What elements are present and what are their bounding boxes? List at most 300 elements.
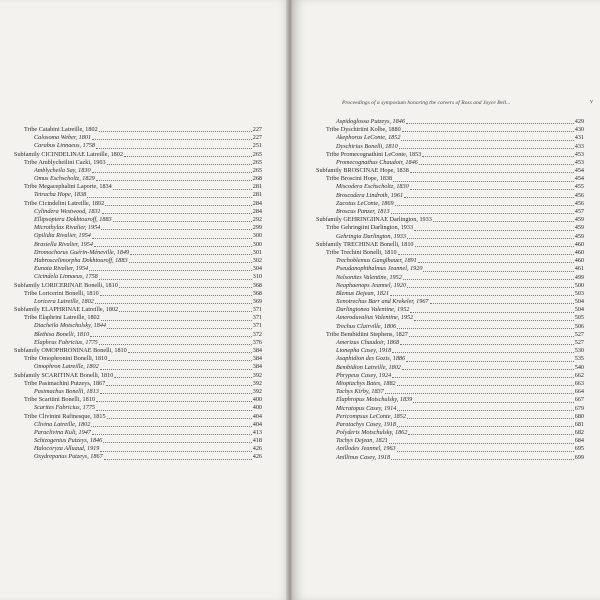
toc-entry bbox=[14, 347, 262, 355]
toc-entry-title: Mioptachys Bates, 1882 bbox=[336, 379, 396, 387]
toc-entry-title: Elaphropus Motschulsky, 1839 bbox=[336, 396, 413, 404]
toc-entry-page: 504 bbox=[574, 298, 584, 306]
toc-entry-page: 431 bbox=[574, 134, 584, 142]
toc-entry-page: 540 bbox=[574, 363, 584, 371]
toc-entry-page: 461 bbox=[574, 265, 584, 273]
toc-entry-title: Brasiella Rivalier, 1954 bbox=[34, 240, 93, 248]
toc-entry-title: Loricera Latreille, 1802 bbox=[34, 297, 94, 305]
toc-entry-title: Tribe Clivinini Rafinesque, 1815 bbox=[24, 412, 106, 420]
toc-entry-title: Pasimachus Bonelli, 1813 bbox=[34, 387, 99, 395]
toc-entry bbox=[316, 388, 584, 396]
toc-entry-title: Opilidia Rivalier, 1954 bbox=[34, 232, 91, 240]
dot-leader bbox=[105, 205, 252, 206]
toc-entry-title: Subfamily TRECHINAE Bonelli, 1810 bbox=[316, 240, 414, 248]
toc-entry-page: 300 bbox=[252, 240, 262, 248]
toc-entry bbox=[316, 315, 584, 323]
toc-entry-page: 459 bbox=[574, 224, 584, 232]
dot-leader bbox=[95, 303, 252, 304]
toc-entry bbox=[316, 347, 584, 355]
toc-entry-title: Dyschirius Bonelli, 1810 bbox=[336, 142, 398, 150]
toc-entry-title: Pseudanophthalmus Jeannel, 1920 bbox=[336, 265, 423, 273]
toc-entry-page: 459 bbox=[574, 232, 584, 240]
toc-entry bbox=[14, 175, 262, 183]
dot-leader bbox=[96, 148, 252, 149]
toc-entry-title: Tribe Pasimachini Putzeys, 1867 bbox=[24, 379, 106, 387]
dot-leader bbox=[96, 401, 252, 402]
toc-entry bbox=[14, 282, 262, 290]
toc-entry bbox=[316, 331, 584, 339]
toc-entry-page: 459 bbox=[574, 216, 584, 224]
toc-entry bbox=[14, 232, 262, 240]
toc-entry bbox=[14, 142, 262, 150]
toc-entry bbox=[14, 331, 262, 339]
toc-entry-title: Tribe Loricerini Bonelli, 1810 bbox=[24, 289, 99, 297]
toc-entry-title: Miscodera Eschscholtz, 1830 bbox=[336, 183, 409, 191]
toc-entry-page: 304 bbox=[252, 265, 262, 273]
toc-entry-title: Xenotrechus Barr and Krekeler, 1967 bbox=[336, 298, 429, 306]
toc-entry-page: 404 bbox=[252, 412, 262, 420]
toc-entry-title: Bembidion Latreille, 1802 bbox=[336, 363, 401, 371]
toc-entry-page: 460 bbox=[574, 248, 584, 256]
dot-leader bbox=[407, 238, 574, 239]
dot-leader bbox=[397, 426, 574, 427]
toc-entry-page: 368 bbox=[252, 281, 262, 289]
dot-leader bbox=[401, 140, 573, 141]
dot-leader bbox=[402, 369, 574, 370]
dot-leader bbox=[406, 123, 574, 124]
dot-leader bbox=[100, 393, 252, 394]
toc-entry-page: 679 bbox=[574, 404, 584, 412]
dot-leader bbox=[124, 156, 252, 157]
toc-entry-page: 281 bbox=[252, 183, 262, 191]
toc-entry-page: 281 bbox=[252, 191, 262, 199]
toc-entry-title: Omus Eschscholtz, 1829 bbox=[34, 175, 95, 183]
left-page bbox=[0, 0, 288, 600]
toc-entry bbox=[14, 298, 262, 306]
toc-entry-title: Lionepha Casey, 1918 bbox=[336, 347, 392, 355]
dot-leader bbox=[119, 311, 252, 312]
toc-entry bbox=[316, 143, 584, 151]
toc-entry-title: Subfamily OMOPHRONINAE Bonelli, 1810 bbox=[14, 347, 127, 355]
toc-entry-title: Clivina Latreille, 1802 bbox=[34, 420, 91, 428]
toc-entry bbox=[316, 429, 584, 437]
toc-entry bbox=[14, 126, 262, 134]
toc-entry-title: Amerizus Chaudoir, 1868 bbox=[336, 339, 400, 347]
toc-entry-title: Microthylax Rivalier, 1954 bbox=[34, 224, 101, 232]
toc-entry bbox=[316, 241, 584, 249]
dot-leader bbox=[91, 426, 251, 427]
toc-entry bbox=[316, 208, 584, 216]
dot-leader bbox=[92, 434, 252, 435]
toc-entry-page: 527 bbox=[574, 330, 584, 338]
toc-entry-page: 302 bbox=[252, 256, 262, 264]
toc-entry-page: 433 bbox=[574, 142, 584, 150]
dot-leader bbox=[99, 279, 252, 280]
dot-leader bbox=[89, 270, 252, 271]
toc-entry-page: 371 bbox=[252, 314, 262, 322]
toc-entry-title: Anillodes Jeannel, 1963 bbox=[336, 445, 396, 453]
toc-entry-title: Ellipsoptera Dokhtouroff, 1883 bbox=[34, 216, 112, 224]
toc-entry bbox=[316, 306, 584, 314]
toc-entry bbox=[14, 159, 262, 167]
toc-entry-page: 454 bbox=[574, 167, 584, 175]
toc-entry-title: Zacotus LeConte, 1869 bbox=[336, 199, 394, 207]
toc-entry bbox=[316, 446, 584, 454]
toc-entry bbox=[316, 118, 584, 126]
toc-entry-page: 506 bbox=[574, 322, 584, 330]
toc-entry bbox=[316, 184, 584, 192]
dot-leader bbox=[391, 459, 574, 460]
dot-leader bbox=[418, 262, 574, 263]
toc-entry-title: Broscodera Lindroth, 1961 bbox=[336, 191, 404, 199]
toc-entry-page: 400 bbox=[252, 396, 262, 404]
toc-entry-title: Tachys Kirby, 1837 bbox=[336, 388, 384, 396]
toc-entry-page: 460 bbox=[574, 257, 584, 265]
toc-entry bbox=[316, 405, 584, 413]
toc-entry-page: 426 bbox=[252, 445, 262, 453]
toc-entry-title: Tribe Amblycheilini Cazki, 1903 bbox=[24, 158, 106, 166]
toc-entry bbox=[14, 445, 262, 453]
toc-entry-title: Tribe Omophronini Bonelli, 1810 bbox=[24, 355, 108, 363]
toc-entry bbox=[14, 323, 262, 331]
toc-entry-title: Tribe Scaritini Bonelli, 1810 bbox=[24, 396, 95, 404]
toc-entry-title: Elaphrus Fabricius, 1775 bbox=[34, 338, 98, 346]
dot-leader bbox=[415, 246, 574, 247]
toc-entry bbox=[14, 265, 262, 273]
dot-leader bbox=[107, 418, 252, 419]
toc-entry bbox=[316, 167, 584, 175]
dot-leader bbox=[409, 336, 574, 337]
toc-entry bbox=[316, 224, 584, 232]
toc-entry-page: 682 bbox=[574, 429, 584, 437]
toc-entry-title: Pericompsus LeConte, 1852 bbox=[336, 412, 406, 420]
toc-entry bbox=[14, 421, 262, 429]
toc-entry bbox=[316, 372, 584, 380]
dot-leader bbox=[114, 377, 251, 378]
toc-entry bbox=[14, 290, 262, 298]
toc-entry-page: 372 bbox=[252, 330, 262, 338]
dot-leader bbox=[100, 451, 251, 452]
toc-entry bbox=[14, 151, 262, 159]
toc-entry-page: 530 bbox=[574, 347, 584, 355]
toc-entry-title: Tribe Bembidiini Stephens, 1827 bbox=[326, 330, 408, 338]
dot-leader bbox=[103, 442, 251, 443]
toc-entry bbox=[14, 339, 262, 347]
dot-leader bbox=[413, 402, 573, 403]
toc-entry bbox=[316, 151, 584, 159]
toc-entry bbox=[14, 363, 262, 371]
dot-leader bbox=[410, 189, 574, 190]
toc-entry-page: 664 bbox=[574, 388, 584, 396]
toc-entry bbox=[316, 298, 584, 306]
toc-entry-page: 535 bbox=[574, 355, 584, 363]
toc-entry-title: Scarites Fabricius, 1775 bbox=[34, 404, 96, 412]
dot-leader bbox=[99, 344, 252, 345]
toc-entry-page: 453 bbox=[574, 150, 584, 158]
toc-entry-title: Tribe Trechini Bonelli, 1810 bbox=[326, 248, 397, 256]
toc-entry-title: Tetracha Hope, 1838 bbox=[34, 191, 87, 199]
dot-leader bbox=[92, 139, 252, 140]
toc-entry-title: Broscus Panzer, 1813 bbox=[336, 208, 390, 216]
toc-entry bbox=[14, 306, 262, 314]
toc-entry-page: 392 bbox=[252, 379, 262, 387]
toc-entry-title: Darlingtonea Valentine, 1952 bbox=[336, 306, 410, 314]
dot-leader bbox=[397, 328, 574, 329]
toc-entry-page: 384 bbox=[252, 355, 262, 363]
toc-entry bbox=[316, 290, 584, 298]
toc-entry-page: 505 bbox=[574, 314, 584, 322]
toc-entry-title: Tachys Dejean, 1821 bbox=[336, 437, 388, 445]
toc-entry-title: Tribe Cicindelini Latreille, 1802 bbox=[24, 199, 105, 207]
toc-entry-title: Subfamily LORICERINAE Bonelli, 1810 bbox=[14, 281, 118, 289]
dot-leader bbox=[395, 205, 574, 206]
toc-entry-page: 667 bbox=[574, 396, 584, 404]
dot-leader bbox=[390, 295, 574, 296]
dot-leader bbox=[402, 131, 574, 132]
dot-leader bbox=[404, 197, 574, 198]
toc-entry bbox=[316, 159, 584, 167]
toc-entry-title: Trechoblemus Ganglbauer, 1891 bbox=[336, 257, 417, 265]
page-number: v bbox=[590, 99, 593, 105]
toc-entry-title: Micratopus Casey, 1914 bbox=[336, 404, 397, 412]
toc-entry bbox=[14, 273, 262, 281]
dot-leader bbox=[391, 213, 574, 214]
toc-entry-page: 681 bbox=[574, 420, 584, 428]
toc-entry bbox=[14, 241, 262, 249]
toc-entry bbox=[316, 265, 584, 273]
dot-leader bbox=[400, 344, 574, 345]
toc-entry bbox=[316, 200, 584, 208]
toc-entry-page: 695 bbox=[574, 445, 584, 453]
toc-entry-page: 460 bbox=[574, 240, 584, 248]
dot-leader bbox=[113, 221, 252, 222]
dot-leader bbox=[385, 393, 574, 394]
toc-entry bbox=[316, 339, 584, 347]
toc-entry-title: Akephorus LeConte, 1852 bbox=[336, 134, 401, 142]
toc-entry-title: Polyderis Motschulsky, 1862 bbox=[336, 429, 408, 437]
dot-leader bbox=[130, 254, 252, 255]
toc-entry-title: Subfamily CICINDELINAE Latreille, 1802 bbox=[14, 150, 123, 158]
dot-leader bbox=[102, 213, 252, 214]
toc-entry bbox=[14, 396, 262, 404]
toc-entry-page: 699 bbox=[574, 453, 584, 461]
toc-entry-page: 430 bbox=[574, 126, 584, 134]
toc-entry-title: Schizogenius Putzeys, 1846 bbox=[34, 437, 103, 445]
dot-leader bbox=[393, 181, 574, 182]
dot-leader bbox=[433, 221, 574, 222]
dot-leader bbox=[422, 156, 573, 157]
toc-entry-title: Asaphidion des Gozis, 1886 bbox=[336, 355, 406, 363]
toc-entry-page: 400 bbox=[252, 404, 262, 412]
toc-entry-title: Tribe Elaphrini Latreille, 1802 bbox=[24, 314, 100, 322]
toc-entry-title: Nelsonites Valentine, 1952 bbox=[336, 273, 402, 281]
toc-entry bbox=[316, 413, 584, 421]
toc-entry bbox=[14, 216, 262, 224]
running-header: Proceedings of a symposium honoring the careers of Ross and Joyce Bell... bbox=[342, 100, 511, 106]
dot-leader bbox=[410, 312, 573, 313]
toc-entry-title: Diacheila Motschulsky, 1844 bbox=[34, 322, 107, 330]
toc-entry-page: 456 bbox=[574, 199, 584, 207]
toc-entry-page: 301 bbox=[252, 248, 262, 256]
dot-leader bbox=[423, 271, 573, 272]
dot-leader bbox=[119, 287, 252, 288]
toc-entry-page: 392 bbox=[252, 387, 262, 395]
toc-entry-page: 369 bbox=[252, 297, 262, 305]
toc-entry-page: 499 bbox=[574, 273, 584, 281]
toc-entry bbox=[14, 413, 262, 421]
toc-entry-title: Trechus Clairville, 1806 bbox=[336, 322, 397, 330]
toc-entry bbox=[316, 233, 584, 241]
toc-entry-title: Promecognathus Chaudoir, 1846 bbox=[336, 158, 418, 166]
toc-entry-page: 684 bbox=[574, 437, 584, 445]
toc-entry-page: 292 bbox=[252, 216, 262, 224]
dot-leader bbox=[100, 369, 252, 370]
toc-entry bbox=[14, 167, 262, 175]
toc-entry bbox=[316, 364, 584, 372]
toc-entry-title: Tribe Promecognathini LeConte, 1853 bbox=[326, 150, 422, 158]
toc-entry bbox=[14, 388, 262, 396]
toc-entry-title: Subfamily BROSCINAE Hope, 1838 bbox=[316, 167, 409, 175]
dot-leader bbox=[430, 303, 574, 304]
dot-leader bbox=[407, 287, 574, 288]
dot-leader bbox=[403, 279, 574, 280]
dot-leader bbox=[419, 164, 574, 165]
toc-entry bbox=[316, 249, 584, 257]
toc-entry-page: 663 bbox=[574, 379, 584, 387]
dot-leader bbox=[406, 361, 574, 362]
dot-leader bbox=[108, 360, 251, 361]
toc-entry-title: Paratachys Casey, 1918 bbox=[336, 420, 396, 428]
toc-entry-title: Dromochorus Guérin-Méneville, 1849 bbox=[34, 248, 130, 256]
toc-entry-title: Tribe Gehringiini Darlington, 1933 bbox=[326, 224, 414, 232]
toc-entry bbox=[14, 134, 262, 142]
toc-entry bbox=[316, 380, 584, 388]
toc-entry bbox=[316, 396, 584, 404]
dot-leader bbox=[399, 148, 574, 149]
dot-leader bbox=[96, 180, 252, 181]
toc-entry-page: 680 bbox=[574, 412, 584, 420]
toc-entry-page: 310 bbox=[252, 273, 262, 281]
toc-entry-title: Tribe Catabini Latreille, 1802 bbox=[24, 125, 98, 133]
toc-entry bbox=[316, 216, 584, 224]
toc-entry-title: Amblycheila Say, 1830 bbox=[34, 166, 91, 174]
toc-entry-page: 265 bbox=[252, 166, 262, 174]
dot-leader bbox=[87, 197, 252, 198]
toc-entry-title: Subfamily GEHRINGIINAE Darlington, 1933 bbox=[316, 216, 432, 224]
toc-entry-page: 392 bbox=[252, 371, 262, 379]
toc-entry-title: Subfamily SCARITINAE Bonelli, 1810 bbox=[14, 371, 114, 379]
toc-entry-title: Cicindela Linnaeus, 1758 bbox=[34, 273, 98, 281]
toc-entry-page: 300 bbox=[252, 232, 262, 240]
toc-entry bbox=[316, 454, 584, 462]
toc-entry-page: 284 bbox=[252, 207, 262, 215]
toc-entry-title: Neaphaenops Jeannel, 1920 bbox=[336, 281, 406, 289]
toc-entry-title: Halocoryza Alluaud, 1919 bbox=[34, 445, 100, 453]
dot-leader bbox=[414, 320, 573, 321]
toc-entry-page: 371 bbox=[252, 306, 262, 314]
dot-leader bbox=[107, 328, 252, 329]
toc-entry-page: 299 bbox=[252, 224, 262, 232]
dot-leader bbox=[101, 229, 251, 230]
toc-entry-page: 384 bbox=[252, 363, 262, 371]
toc-entry-page: 265 bbox=[252, 150, 262, 158]
toc-entry bbox=[14, 429, 262, 437]
dot-leader bbox=[389, 443, 574, 444]
toc-entry-title: Tribe Megacephalini Laporte, 1834 bbox=[24, 183, 112, 191]
toc-entry-page: 500 bbox=[574, 281, 584, 289]
toc-entry bbox=[316, 126, 584, 134]
toc-entry bbox=[316, 421, 584, 429]
toc-entry-title: Blemus Dejean, 1821 bbox=[336, 289, 390, 297]
toc-entry bbox=[14, 314, 262, 322]
dot-leader bbox=[94, 246, 252, 247]
toc-entry-title: Subfamily ELAPHRINAE Latreille, 1802 bbox=[14, 306, 119, 314]
toc-entry-title: Ameroduvalius Valentine, 1952 bbox=[336, 314, 414, 322]
dot-leader bbox=[104, 459, 252, 460]
toc-entry bbox=[14, 200, 262, 208]
toc-entry bbox=[316, 257, 584, 265]
toc-entry-page: 504 bbox=[574, 306, 584, 314]
toc-entry-title: Eunota Rivalier, 1954 bbox=[34, 265, 89, 273]
toc-entry bbox=[316, 282, 584, 290]
dot-leader bbox=[397, 410, 573, 411]
toc-entry-page: 454 bbox=[574, 175, 584, 183]
toc-entry-page: 368 bbox=[252, 289, 262, 297]
dot-leader bbox=[128, 352, 252, 353]
toc-entry-page: 268 bbox=[252, 175, 262, 183]
dot-leader bbox=[407, 418, 574, 419]
dot-leader bbox=[392, 352, 574, 353]
toc-entry-page: 455 bbox=[574, 183, 584, 191]
toc-entry-title: Cylindera Westwood, 1831 bbox=[34, 207, 101, 215]
dot-leader bbox=[101, 320, 252, 321]
toc-entry-page: 251 bbox=[252, 142, 262, 150]
toc-entry-page: 453 bbox=[574, 158, 584, 166]
toc-entry bbox=[14, 355, 262, 363]
dot-leader bbox=[398, 254, 574, 255]
toc-entry-page: 457 bbox=[574, 208, 584, 216]
toc-entry bbox=[316, 192, 584, 200]
toc-entry bbox=[14, 249, 262, 257]
toc-entry bbox=[316, 355, 584, 363]
toc-entry bbox=[316, 437, 584, 445]
toc-entry bbox=[316, 274, 584, 282]
toc-entry-page: 227 bbox=[252, 134, 262, 142]
toc-entry bbox=[14, 192, 262, 200]
toc-entry-page: 384 bbox=[252, 347, 262, 355]
toc-entry-page: 265 bbox=[252, 158, 262, 166]
toc-entry bbox=[316, 175, 584, 183]
dot-leader bbox=[92, 238, 252, 239]
toc-entry bbox=[316, 323, 584, 331]
left-toc bbox=[14, 126, 262, 462]
dot-leader bbox=[100, 295, 252, 296]
toc-entry bbox=[316, 134, 584, 142]
dot-leader bbox=[392, 377, 574, 378]
toc-entry-title: Calosoma Weber, 1801 bbox=[34, 134, 92, 142]
toc-entry-title: Anillinus Casey, 1918 bbox=[336, 453, 391, 461]
dot-leader bbox=[90, 336, 252, 337]
dot-leader bbox=[106, 385, 251, 386]
toc-entry-page: 376 bbox=[252, 338, 262, 346]
toc-entry bbox=[14, 404, 262, 412]
toc-entry-title: Carabus Linnaeus, 1758 bbox=[34, 142, 96, 150]
toc-entry bbox=[14, 372, 262, 380]
toc-entry bbox=[14, 454, 262, 462]
toc-entry-page: 413 bbox=[252, 428, 262, 436]
toc-entry-page: 371 bbox=[252, 322, 262, 330]
toc-entry-title: Habroscelimorpha Dokhtouroff, 1883 bbox=[34, 256, 128, 264]
